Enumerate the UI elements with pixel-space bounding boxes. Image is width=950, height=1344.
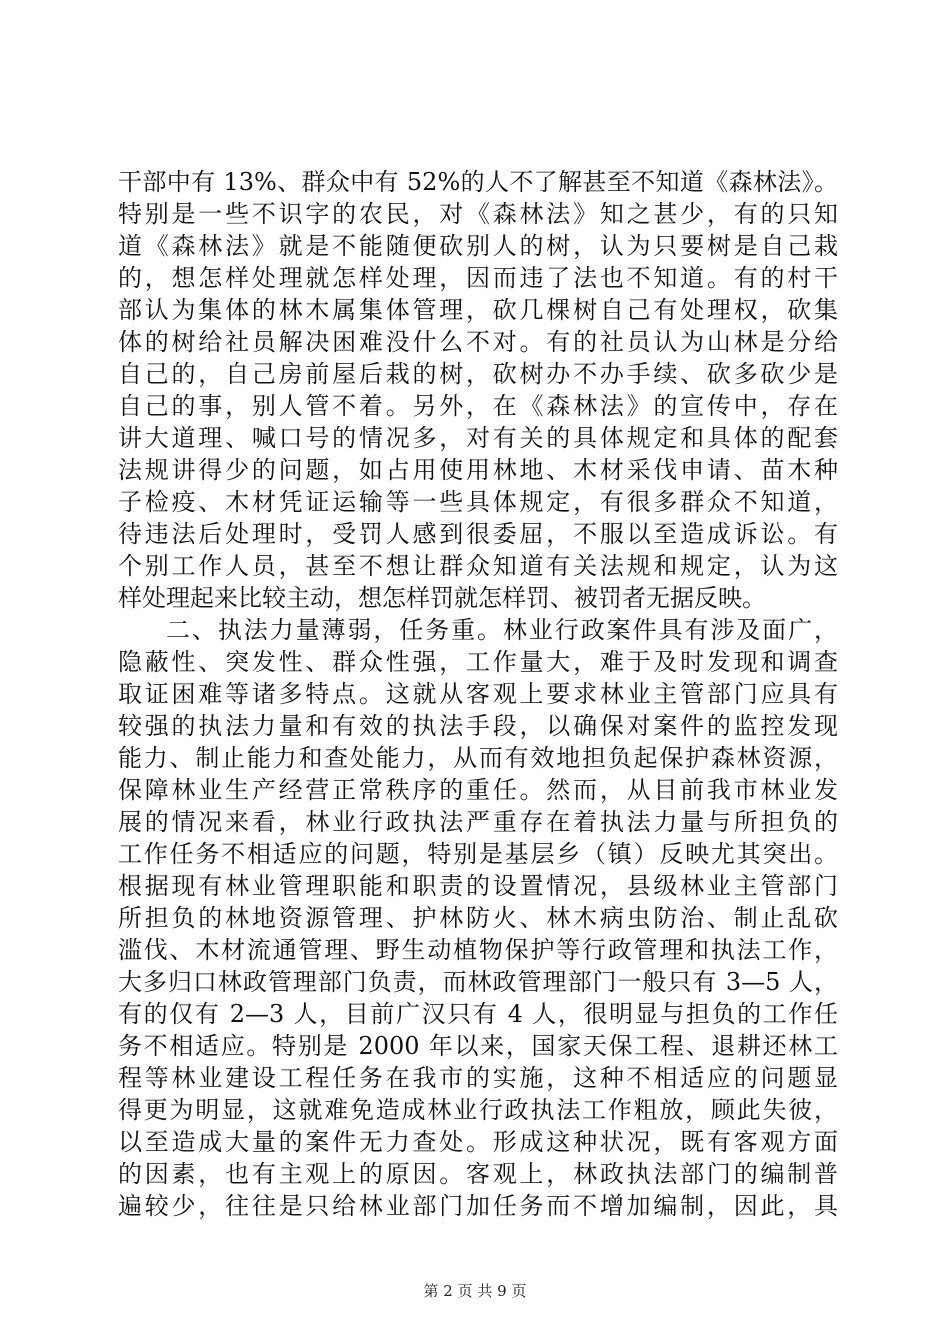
- text-line: 保障林业生产经营正常秩序的重任。然而，从目前我市林业发: [118, 776, 838, 804]
- text-line: 遍较少，往往是只给林业部门加任务而不增加编制，因此，具: [118, 1192, 838, 1220]
- text-line: 大多归口林政管理部门负责，而林政管理部门一般只有 3—5 人，: [118, 968, 838, 996]
- text-line: 样处理起来比较主动，想怎样罚就怎样罚、被罚者无据反映。: [118, 584, 766, 612]
- text-line: 法规讲得少的问题，如占用使用林地、木材采伐申请、苗木种: [118, 456, 838, 484]
- text-line: 务不相适应。特别是 2000 年以来，国家天保工程、退耕还林工: [118, 1032, 838, 1060]
- text-line: 的，想怎样处理就怎样处理，因而违了法也不知道。有的村干: [118, 264, 838, 292]
- text-line: 工作任务不相适应的问题，特别是基层乡（镇）反映尤其突出。: [118, 840, 838, 868]
- text-line: 能力、制止能力和查处能力，从而有效地担负起保护森林资源，: [118, 744, 838, 772]
- section-heading-line: 二、执法力量薄弱，任务重。林业行政案件具有涉及面广，: [166, 616, 838, 644]
- text-line: 得更为明显，这就难免造成林业行政执法工作粗放，顾此失彼，: [118, 1096, 838, 1124]
- text-line: 滥伐、木材流通管理、野生动植物保护等行政管理和执法工作，: [118, 936, 838, 964]
- text-line: 体的树给社员解决困难没什么不对。有的社员认为山林是分给: [118, 328, 838, 356]
- text-line: 取证困难等诸多特点。这就从客观上要求林业主管部门应具有: [118, 680, 838, 708]
- text-line: 子检疫、木材凭证运输等一些具体规定，有很多群众不知道，: [118, 488, 838, 516]
- text-line: 以至造成大量的案件无力查处。形成这种状况，既有客观方面: [118, 1128, 838, 1156]
- text-line: 根据现有林业管理职能和职责的设置情况，县级林业主管部门: [118, 872, 838, 900]
- text-line: 干部中有 13%、群众中有 52%的人不了解甚至不知道《森林法》。: [118, 168, 838, 196]
- text-line: 有的仅有 2—3 人，目前广汉只有 4 人，很明显与担负的工作任: [118, 1000, 838, 1028]
- page-number-footer: 第 2 页 共 9 页: [423, 1282, 527, 1300]
- document-body: [118, 166, 838, 1222]
- text-line: 较强的执法力量和有效的执法手段，以确保对案件的监控发现: [118, 712, 838, 740]
- text-line: 程等林业建设工程任务在我市的实施，这种不相适应的问题显: [118, 1064, 838, 1092]
- text-line: 展的情况来看，林业行政执法严重存在着执法力量与所担负的: [118, 808, 838, 836]
- text-line: 待违法后处理时，受罚人感到很委屈，不服以至造成诉讼。有: [118, 520, 838, 548]
- text-line: 自己的，自己房前屋后栽的树，砍树办不办手续、砍多砍少是: [118, 360, 838, 388]
- text-line: 自己的事，别人管不着。另外，在《森林法》的宣传中，存在: [118, 392, 838, 420]
- text-line: 所担负的林地资源管理、护林防火、林木病虫防治、制止乱砍: [118, 904, 838, 932]
- text-line: 部认为集体的林木属集体管理，砍几棵树自己有处理权，砍集: [118, 296, 838, 324]
- text-line: 讲大道理、喊口号的情况多，对有关的具体规定和具体的配套: [118, 424, 838, 452]
- text-line: 特别是一些不识字的农民，对《森林法》知之甚少，有的只知: [118, 200, 838, 228]
- text-line: 的因素，也有主观上的原因。客观上，林政执法部门的编制普: [118, 1160, 838, 1188]
- text-line: 道《森林法》就是不能随便砍别人的树，认为只要树是自己栽: [118, 232, 838, 260]
- text-line: 隐蔽性、突发性、群众性强，工作量大，难于及时发现和调查: [118, 648, 838, 676]
- text-line: 个别工作人员，甚至不想让群众知道有关法规和规定，认为这: [118, 552, 838, 580]
